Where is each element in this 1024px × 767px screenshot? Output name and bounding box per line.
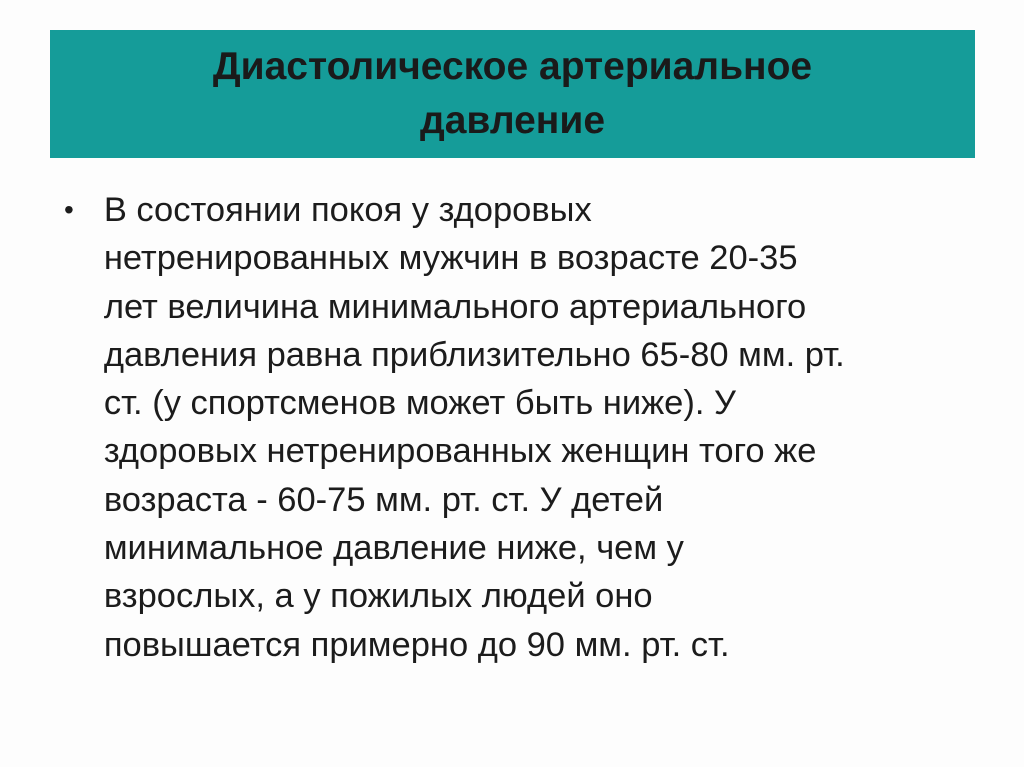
title-banner xyxy=(50,30,975,158)
bullet-text xyxy=(104,186,960,669)
bullet-line: здоровых нетренированных женщин того же xyxy=(103,432,817,471)
bullet-line: ст. (у спортсменов может быть ниже). У xyxy=(103,384,736,423)
bullet-icon: • xyxy=(64,194,74,225)
bullet-line: взрослых, а у пожилых людей оно xyxy=(103,577,653,616)
bullet-line: повышается примерно до 90 мм. рт. ст. xyxy=(103,625,730,664)
bullet-line: нетренированных мужчин в возрасте 20-35 xyxy=(103,239,798,278)
slide-title: Диастолическое артериальное давление xyxy=(212,45,813,142)
slide-content xyxy=(60,186,960,669)
bullet-line: минимальное давление ниже, чем у xyxy=(103,529,684,568)
bullet-line: давления равна приблизительно 65-80 мм. рт. xyxy=(103,335,845,374)
bullet-line: лет величина минимального артериального xyxy=(103,287,807,326)
bullet-line: В состоянии покоя у здоровых xyxy=(103,191,592,229)
bullet-item xyxy=(60,186,960,669)
bullet-line: возраста - 60-75 мм. рт. ст. У детей xyxy=(103,480,664,519)
